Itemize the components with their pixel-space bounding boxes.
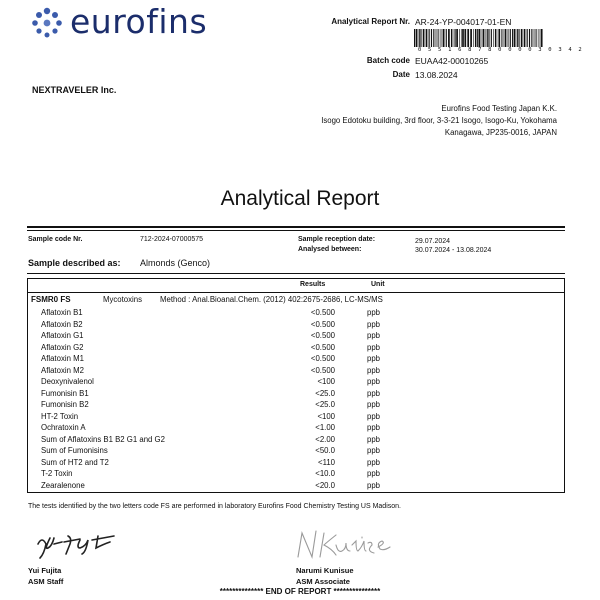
divider: [27, 230, 565, 231]
barcode-number: 0 5 5 1 6 8 7 8 0 0 0 0 3 0 3 4 2: [418, 47, 584, 53]
table-row-unit: ppb: [367, 342, 381, 352]
table-row-result: <0.500: [310, 365, 335, 375]
table-row-result: <0.500: [310, 319, 335, 329]
footnote: The tests identified by the two letters code FS are performed in laboratory Eurofins Food Chemistry Testing US Madison.: [28, 503, 401, 510]
method-code: FSMR0 FS: [31, 295, 71, 304]
table-row-name: Aflatoxin B2: [41, 319, 83, 329]
analysed-between-label: Analysed between:: [298, 246, 362, 253]
table-row-unit: ppb: [367, 377, 381, 386]
table-row-result: <100: [317, 377, 335, 386]
date-label: Date: [392, 70, 410, 79]
table-row-name: Sum of Aflatoxins B1 B2 G1 and G2: [41, 434, 165, 444]
table-row-name: Deoxynivalenol: [41, 377, 94, 386]
reception-date-label: Sample reception date:: [298, 236, 376, 243]
sample-code-label: Sample code Nr.: [28, 236, 83, 243]
report-nr-value: AR-24-YP-004017-01-EN: [415, 17, 512, 27]
table-row-unit: ppb: [367, 319, 381, 329]
end-of-report: ************** END OF REPORT ***************: [219, 587, 381, 596]
signature-fujita-icon: [34, 530, 124, 560]
table-row-unit: ppb: [367, 400, 381, 409]
method-group: Mycotoxins: [103, 295, 142, 304]
table-row-name: Aflatoxin M1: [41, 354, 84, 363]
date-value: 13.08.2024: [415, 70, 458, 80]
table-row-name: Fumonisin B1: [41, 388, 89, 398]
table-row-result: <100: [317, 411, 335, 421]
table-row-result: <0.500: [310, 308, 335, 317]
sample-described-value: Almonds (Genco): [140, 258, 211, 268]
unit-column-header: Unit: [371, 281, 385, 288]
sample-code-value: 712-2024-07000575: [140, 236, 204, 243]
table-row-result: <20.0: [315, 480, 335, 490]
table-row-unit: ppb: [367, 388, 381, 398]
page-title: Analytical Report: [220, 187, 380, 210]
signatory-2-role: ASM Associate: [296, 577, 350, 586]
table-row-name: T-2 Toxin: [41, 469, 73, 478]
table-row-name: Aflatoxin M2: [41, 365, 84, 375]
divider: [27, 273, 565, 274]
table-row-unit: ppb: [367, 411, 381, 421]
signatory-2-name: Narumi Kunisue: [296, 566, 354, 575]
table-row-result: <110: [318, 457, 335, 467]
table-row-unit: ppb: [367, 365, 381, 375]
reception-date-value: 29.07.2024: [415, 238, 451, 245]
report-nr-label: Analytical Report Nr.: [331, 17, 410, 26]
results-table: [27, 278, 565, 493]
divider: [27, 226, 565, 228]
signatory-1-name: Yui Fujita: [28, 566, 62, 575]
lab-address-line-1: Eurofins Food Testing Japan K.K.: [441, 104, 557, 113]
batch-code-label: Batch code: [366, 56, 410, 65]
lab-address-line-3: Kanagawa, JP235-0016, JAPAN: [444, 128, 557, 137]
table-row-unit: ppb: [367, 480, 381, 490]
table-row-name: Sum of Fumonisins: [41, 446, 108, 455]
table-row-result: <50.0: [315, 446, 335, 455]
table-row-unit: ppb: [367, 457, 381, 467]
table-row-name: Aflatoxin G2: [41, 342, 84, 352]
table-row-name: Aflatoxin B1: [41, 308, 83, 317]
lab-address-line-2: Isogo Edotoku building, 3rd floor, 3-3-21 Isogo, Isogo-Ku, Yokohama: [321, 116, 557, 125]
client-name: NEXTRAVELER Inc.: [32, 85, 117, 95]
method-text: Method : Anal.Bioanal.Chem. (2012) 402:2675-2686, LC-MS/MS: [160, 295, 383, 304]
barcode: [414, 29, 544, 47]
table-row-result: <0.500: [310, 342, 335, 352]
table-row-name: Fumonisin B2: [41, 400, 89, 409]
table-row-name: Aflatoxin G1: [41, 331, 84, 340]
sample-described-label: Sample described as:: [28, 258, 121, 268]
batch-code-value: EUAA42-00010265: [415, 56, 489, 66]
table-row-unit: ppb: [367, 469, 381, 478]
table-row-unit: ppb: [367, 331, 381, 340]
results-column-header: Results: [300, 281, 326, 288]
table-row-result: <25.0: [315, 400, 335, 409]
table-row-unit: ppb: [367, 446, 381, 455]
signature-kunisue-icon: [292, 527, 402, 563]
table-row-result: <0.500: [310, 354, 335, 363]
table-row-name: Sum of HT2 and T2: [41, 457, 109, 467]
header-divider: [28, 292, 564, 293]
table-row-result: <25.0: [315, 388, 335, 398]
table-row-result: <1.00: [315, 423, 335, 432]
table-row-unit: ppb: [367, 354, 381, 363]
eurofins-logo-icon: [30, 6, 64, 40]
analysed-between-value: 30.07.2024 - 13.08.2024: [415, 247, 492, 254]
table-row-unit: ppb: [367, 308, 381, 317]
brand-logo-text: eurofins: [70, 2, 208, 41]
table-row-name: Ochratoxin A: [41, 423, 86, 432]
table-row-result: <2.00: [315, 434, 335, 444]
signatory-1-role: ASM Staff: [28, 577, 64, 586]
table-row-unit: ppb: [367, 434, 381, 444]
table-row-result: <0.500: [310, 331, 335, 340]
table-row-name: Zearalenone: [41, 480, 85, 490]
table-row-unit: ppb: [367, 423, 381, 432]
table-row-result: <10.0: [315, 469, 335, 478]
table-row-name: HT-2 Toxin: [41, 411, 79, 421]
